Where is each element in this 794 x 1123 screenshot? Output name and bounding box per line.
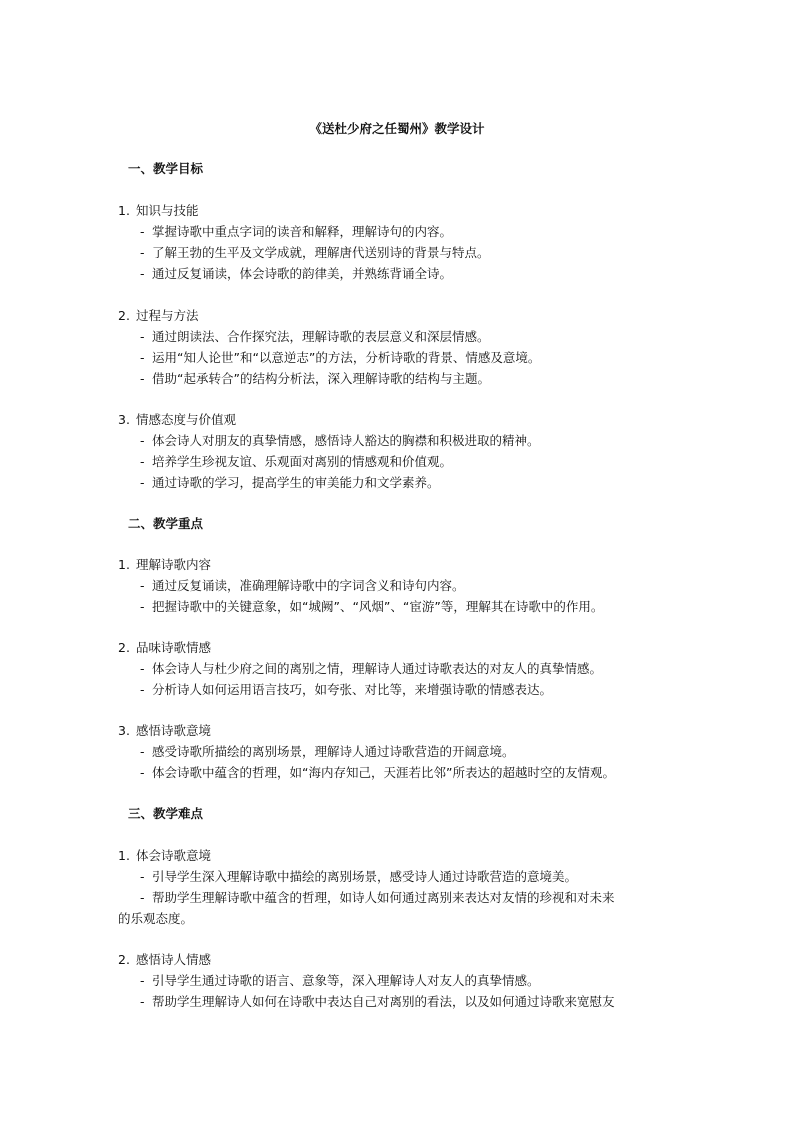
bullet-line: - 帮助学生理解诗歌中蕴含的哲理，如诗人如何通过离别来表达对友情的珍视和对未来 [140,890,615,905]
bullet-line: - 体会诗人对朋友的真挚情感，感悟诗人豁达的胸襟和积极进取的精神。 [140,433,540,448]
item-heading: 2. 品味诗歌情感 [118,640,212,655]
bullet-line: - 帮助学生理解诗人如何在诗歌中表达自己对离别的看法，以及如何通过诗歌来宽慰友 [140,994,615,1009]
item-heading: 2. 过程与方法 [118,308,199,323]
bullet-line: - 通过反复诵读，准确理解诗歌中的字词含义和诗句内容。 [140,578,465,593]
bullet-line: - 感受诗歌所描绘的离别场景，理解诗人通过诗歌营造的开阔意境。 [140,744,515,759]
bullet-line: - 掌握诗歌中重点字词的读音和解释，理解诗句的内容。 [140,224,453,239]
bullet-line: - 分析诗人如何运用语言技巧，如夸张、对比等，来增强诗歌的情感表达。 [140,682,553,697]
bullet-line: - 通过朗读法、合作探究法，理解诗歌的表层意义和深层情感。 [140,329,490,344]
item-heading: 1. 知识与技能 [118,203,199,218]
section-heading-difficulties: 三、教学难点 [128,806,204,821]
document-title: 《送杜少府之任蜀州》教学设计 [309,121,485,136]
bullet-line: - 运用“知人论世”和“以意逆志”的方法，分析诗歌的背景、情感及意境。 [140,350,541,365]
item-heading: 2. 感悟诗人情感 [118,952,212,967]
item-heading: 3. 情感态度与价值观 [118,412,237,427]
bullet-line: - 通过反复诵读，体会诗歌的韵律美，并熟练背诵全诗。 [140,266,453,281]
bullet-line: - 引导学生深入理解诗歌中描绘的离别场景，感受诗人通过诗歌营造的意境美。 [140,869,578,884]
section-heading-objectives: 一、教学目标 [128,161,204,176]
bullet-line: - 体会诗人与杜少府之间的离别之情，理解诗人通过诗歌表达的对友人的真挚情感。 [140,661,603,676]
section-heading-key-points: 二、教学重点 [128,516,204,531]
bullet-line: - 通过诗歌的学习，提高学生的审美能力和文学素养。 [140,475,440,490]
bullet-line: - 了解王勃的生平及文学成就，理解唐代送别诗的背景与特点。 [140,245,490,260]
item-heading: 3. 感悟诗歌意境 [118,723,212,738]
item-heading: 1. 理解诗歌内容 [118,557,212,572]
bullet-line: - 体会诗歌中蕴含的哲理，如“海内存知己，天涯若比邻”所表达的超越时空的友情观。 [140,765,615,780]
bullet-line: - 培养学生珍视友谊、乐观面对离别的情感观和价值观。 [140,454,453,469]
bullet-line: - 引导学生通过诗歌的语言、意象等，深入理解诗人对友人的真挚情感。 [140,973,540,988]
item-heading: 1. 体会诗歌意境 [118,848,212,863]
continuation-line: 的乐观态度。 [118,911,194,926]
bullet-line: - 借助“起承转合”的结构分析法，深入理解诗歌的结构与主题。 [140,371,490,386]
bullet-line: - 把握诗歌中的关键意象，如“城阙”、“风烟”、“宦游”等，理解其在诗歌中的作用。 [140,599,604,614]
